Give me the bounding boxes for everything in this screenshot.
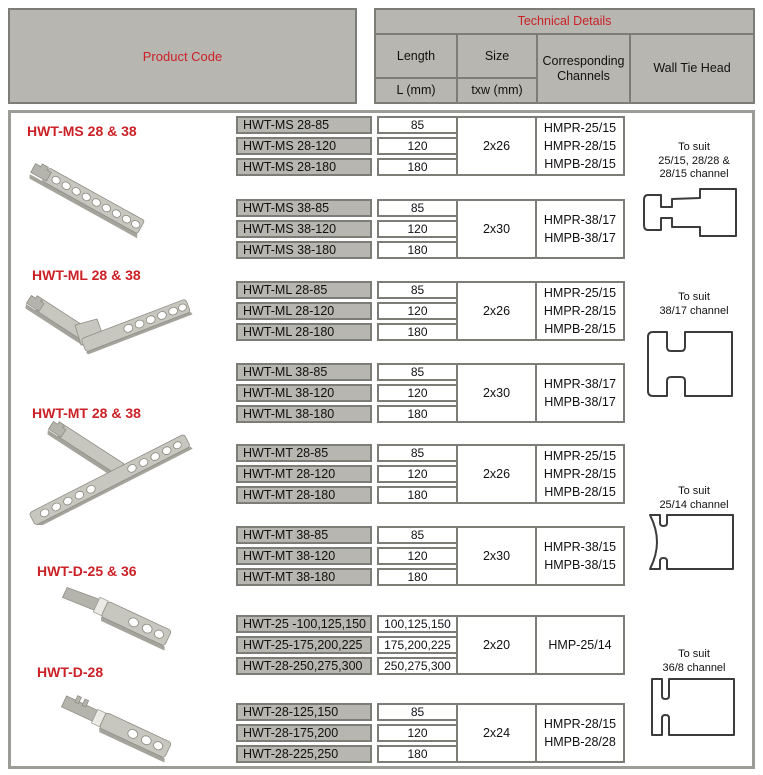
length-cells bbox=[377, 526, 458, 586]
col-header-channels: Corresponding Channels bbox=[538, 35, 631, 102]
length-cell: 120 bbox=[377, 724, 458, 742]
product-code-cell: HWT-28-250,275,300 bbox=[236, 657, 372, 675]
channel-value: HMPB-38/15 bbox=[544, 558, 616, 572]
channel-value: HMPR-38/15 bbox=[543, 540, 617, 554]
product-code-cell: HWT-MT 28-180 bbox=[236, 486, 372, 504]
length-cells bbox=[377, 199, 458, 259]
product-code-cells bbox=[236, 526, 372, 586]
length-cell: 180 bbox=[377, 158, 458, 176]
length-cell: 180 bbox=[377, 241, 458, 259]
product-code-cells bbox=[236, 615, 372, 675]
product-code-cell: HWT-ML 28-180 bbox=[236, 323, 372, 341]
channel-value: HMPR-25/15 bbox=[543, 121, 617, 135]
channels-cell bbox=[535, 363, 625, 423]
length-cell: 175,200,225 bbox=[377, 636, 458, 654]
product-code-cell: HWT-28-225,250 bbox=[236, 745, 372, 763]
channel-value: HMPB-28/15 bbox=[544, 485, 616, 499]
product-code-cells bbox=[236, 444, 372, 504]
technical-details-header bbox=[374, 8, 755, 104]
wall-tie-head-note-line: 28/15 channel bbox=[659, 168, 729, 180]
size-value: 2x30 bbox=[482, 222, 511, 236]
channel-value: HMPB-28/15 bbox=[544, 322, 616, 336]
length-cell: 85 bbox=[377, 703, 458, 721]
channel-value: HMPR-25/15 bbox=[543, 286, 617, 300]
size-value: 2x20 bbox=[482, 638, 511, 652]
product-code-cells bbox=[236, 116, 372, 176]
product-code-cell: HWT-ML 38-85 bbox=[236, 363, 372, 381]
length-cell: 85 bbox=[377, 116, 458, 134]
product-code-cell: HWT-MT 28-85 bbox=[236, 444, 372, 462]
col-header-length: Length bbox=[376, 35, 458, 79]
length-cell: 120 bbox=[377, 384, 458, 402]
product-code-cell: HWT-MT 38-120 bbox=[236, 547, 372, 565]
channels-cell bbox=[535, 281, 625, 341]
length-cell: 180 bbox=[377, 568, 458, 586]
size-value: 2x26 bbox=[482, 139, 511, 153]
wall-tie-head-note-line: 36/8 channel bbox=[662, 661, 726, 674]
wall-tie-head-profile-icon bbox=[641, 185, 740, 240]
size-cell bbox=[456, 703, 537, 763]
product-code-cell: HWT-MT 38-180 bbox=[236, 568, 372, 586]
length-cell: 120 bbox=[377, 220, 458, 238]
table-body bbox=[8, 110, 755, 769]
size-cell bbox=[456, 281, 537, 341]
product-code-cell: HWT-MS 28-85 bbox=[236, 116, 372, 134]
channel-value: HMPR-38/17 bbox=[543, 213, 617, 227]
length-cells bbox=[377, 444, 458, 504]
wall-tie-head-note-line: 38/17 channel bbox=[659, 304, 729, 317]
wall-tie-head-profile-icon bbox=[645, 512, 736, 572]
length-cells bbox=[377, 116, 458, 176]
wall-tie-head-note-line: 25/15, 28/28 & bbox=[658, 154, 730, 167]
size-value: 2x30 bbox=[482, 549, 511, 563]
channels-cell bbox=[535, 199, 625, 259]
length-cell: 100,125,150 bbox=[377, 615, 458, 633]
channel-value: HMPR-28/15 bbox=[543, 717, 617, 731]
product-label-hwt-mt: HWT-MT 28 & 38 bbox=[32, 405, 141, 421]
channel-value: HMPR-28/15 bbox=[543, 467, 617, 481]
product-code-cell: HWT-ML 38-120 bbox=[236, 384, 372, 402]
product-code-cell: HWT-MS 38-180 bbox=[236, 241, 372, 259]
wall-tie-head-note bbox=[629, 291, 759, 318]
product-code-cell: HWT-ML 28-120 bbox=[236, 302, 372, 320]
size-cell bbox=[456, 363, 537, 423]
product-code-cell: HWT-28-175,200 bbox=[236, 724, 372, 742]
product-code-cell: HWT-28-125,150 bbox=[236, 703, 372, 721]
size-value: 2x26 bbox=[482, 304, 511, 318]
product-code-header bbox=[8, 8, 357, 104]
product-label-hwt-d28: HWT-D-28 bbox=[37, 664, 104, 680]
product-code-cell: HWT-MT 38-85 bbox=[236, 526, 372, 544]
product-label-hwt-d25: HWT-D-25 & 36 bbox=[37, 563, 137, 579]
product-code-cells bbox=[236, 199, 372, 259]
length-cell: 85 bbox=[377, 444, 458, 462]
product-label-hwt-ml: HWT-ML 28 & 38 bbox=[32, 267, 141, 283]
size-value: 2x30 bbox=[482, 386, 511, 400]
product-code-cell: HWT-MS 28-120 bbox=[236, 137, 372, 155]
channels-cell bbox=[535, 703, 625, 763]
channel-value: HMPR-28/15 bbox=[543, 304, 617, 318]
channel-value: HMPB-38/17 bbox=[544, 231, 616, 245]
product-code-cell: HWT-MT 28-120 bbox=[236, 465, 372, 483]
wall-tie-head-profile-icon bbox=[649, 676, 737, 738]
length-cells bbox=[377, 281, 458, 341]
product-code-cells bbox=[236, 281, 372, 341]
channels-cell bbox=[535, 116, 625, 176]
subcol-header-length-mm: L (mm) bbox=[376, 79, 458, 102]
product-code-cell: HWT-ML 38-180 bbox=[236, 405, 372, 423]
wall-tie-head-note-line: 25/14 channel bbox=[659, 498, 729, 511]
product-code-cell: HWT-ML 28-85 bbox=[236, 281, 372, 299]
product-code-cells bbox=[236, 703, 372, 763]
wall-tie-head-note-line: To suit bbox=[678, 648, 710, 660]
size-cell bbox=[456, 615, 537, 675]
col-header-wall-tie-head: Wall Tie Head bbox=[653, 61, 731, 75]
length-cell: 85 bbox=[377, 281, 458, 299]
length-cell: 120 bbox=[377, 137, 458, 155]
product-code-cell: HWT-25-175,200,225 bbox=[236, 636, 372, 654]
length-cell: 180 bbox=[377, 323, 458, 341]
size-value: 2x24 bbox=[482, 726, 511, 740]
length-cell: 180 bbox=[377, 745, 458, 763]
channel-value: HMPB-28/15 bbox=[544, 157, 616, 171]
length-cell: 85 bbox=[377, 199, 458, 217]
technical-details-title: Technical Details bbox=[376, 10, 753, 35]
size-value: 2x26 bbox=[482, 467, 511, 481]
channel-value: HMPR-38/17 bbox=[543, 377, 617, 391]
channel-value: HMPR-28/15 bbox=[543, 139, 617, 153]
channels-cell bbox=[535, 615, 625, 675]
length-cell: 180 bbox=[377, 405, 458, 423]
length-cell: 85 bbox=[377, 363, 458, 381]
product-code-cell: HWT-25 -100,125,150 bbox=[236, 615, 372, 633]
wall-tie-head-note-line: To suit bbox=[678, 485, 710, 497]
length-cell: 120 bbox=[377, 465, 458, 483]
channel-value: HMPR-25/15 bbox=[543, 449, 617, 463]
col-header-size: Size bbox=[458, 35, 538, 79]
size-cell bbox=[456, 116, 537, 176]
wall-tie-head-note-line: To suit bbox=[678, 291, 710, 303]
subcol-header-size-mm: txw (mm) bbox=[458, 79, 538, 102]
length-cell: 120 bbox=[377, 302, 458, 320]
length-cells bbox=[377, 703, 458, 763]
product-code-cell: HWT-MS 38-120 bbox=[236, 220, 372, 238]
product-code-cell: HWT-MS 38-85 bbox=[236, 199, 372, 217]
wall-tie-head-note bbox=[629, 485, 759, 512]
channel-value: HMPB-28/28 bbox=[544, 735, 616, 749]
wall-tie-head-profile-icon bbox=[645, 329, 735, 399]
channels-cell bbox=[535, 444, 625, 504]
size-cell bbox=[456, 199, 537, 259]
length-cells bbox=[377, 615, 458, 675]
length-cell: 180 bbox=[377, 486, 458, 504]
length-cell: 85 bbox=[377, 526, 458, 544]
length-cell: 250,275,300 bbox=[377, 657, 458, 675]
channels-cell bbox=[535, 526, 625, 586]
channel-value: HMPB-38/17 bbox=[544, 395, 616, 409]
wall-tie-head-note bbox=[629, 648, 759, 675]
spec-group-ml38 bbox=[11, 363, 752, 423]
length-cell: 120 bbox=[377, 547, 458, 565]
product-code-header-label: Product Code bbox=[142, 48, 223, 64]
spec-group-d28 bbox=[11, 703, 752, 763]
size-cell bbox=[456, 444, 537, 504]
product-label-hwt-ms: HWT-MS 28 & 38 bbox=[27, 123, 137, 139]
product-code-cell: HWT-MS 28-180 bbox=[236, 158, 372, 176]
wall-tie-head-note bbox=[629, 141, 759, 182]
product-code-cells bbox=[236, 363, 372, 423]
length-cells bbox=[377, 363, 458, 423]
channel-value: HMP-25/14 bbox=[548, 638, 612, 652]
wall-tie-head-note-line: To suit bbox=[678, 141, 710, 153]
spec-group-mt38 bbox=[11, 526, 752, 586]
size-cell bbox=[456, 526, 537, 586]
